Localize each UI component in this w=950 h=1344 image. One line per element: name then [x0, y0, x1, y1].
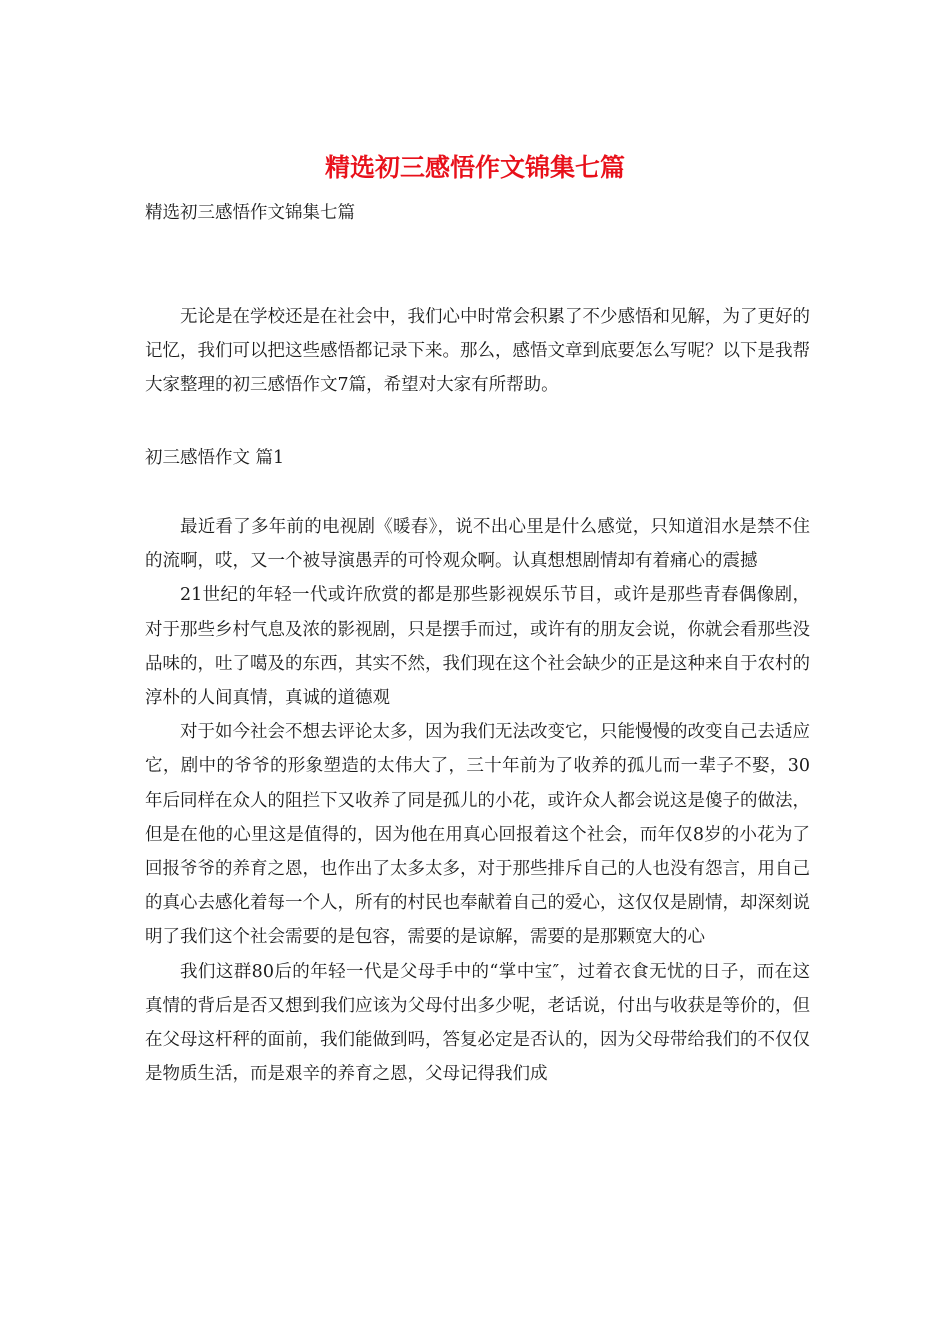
- essay-paragraph: 最近看了多年前的电视剧《暖春》，说不出心里是什么感觉，只知道泪水是禁不住的流啊，哎，又一个被导演愚弄的可怜观众啊。认真想想剧情却有着痛心的震撼: [145, 517, 810, 572]
- essay-body: [145, 510, 810, 1091]
- document-subtitle: 精选初三感悟作文锦集七篇: [145, 203, 355, 223]
- intro-paragraph: 无论是在学校还是在社会中，我们心中时常会积累了不少感悟和见解，为了更好的记忆，我们可以把这些感悟都记录下来。那么，感悟文章到底要怎么写呢？以下是我帮大家整理的初三感悟作文7篇，希望对大家有所帮助。: [145, 307, 810, 396]
- section-heading: 初三感悟作文 篇1: [145, 448, 285, 468]
- essay-paragraph: 对于如今社会不想去评论太多，因为我们无法改变它，只能慢慢的改变自己去适应它，剧中的爷爷的形象塑造的太伟大了，三十年前为了收养的孤儿而一辈子不娶，30年后同样在众人的阻拦下又收养了同是孤儿的小花，或许众人都会说这是傻子的做法，但是在他的心里这是值得的，因为他在用真心回报着这个社会，而年仅8岁的小花为了回报爷爷的养育之恩，也作出了太多太多，对于那些排斥自己的人也没有怨言，用自己的真心去感化着每一个人，所有的村民也奉献着自己的爱心，这仅仅是剧情，却深刻说明了我们这个社会需要的是包容，需要的是谅解，需要的是那颗宽大的心: [145, 722, 810, 948]
- document-title: 精选初三感悟作文锦集七篇: [324, 153, 625, 182]
- essay-paragraph: 我们这群80后的年轻一代是父母手中的“掌中宝″，过着衣食无忧的日子，而在这真情的背后是否又想到我们应该为父母付出多少呢，老话说，付出与收获是等价的，但在父母这杆秤的面前，我们能做到吗，答复必定是否认的，因为父母带给我们的不仅仅是物质生活，而是艰辛的养育之恩，父母记得我们成: [145, 961, 810, 1085]
- essay-paragraph: 21世纪的年轻一代或许欣赏的都是那些影视娱乐节目，或许是那些青春偶像剧，对于那些乡村气息及浓的影视剧，只是摆手而过，或许有的朋友会说，你就会看那些没品味的，吐了噶及的东西，其实不然，我们现在这个社会缺少的正是这种来自于农村的淳朴的人间真情，真诚的道德观: [145, 585, 810, 709]
